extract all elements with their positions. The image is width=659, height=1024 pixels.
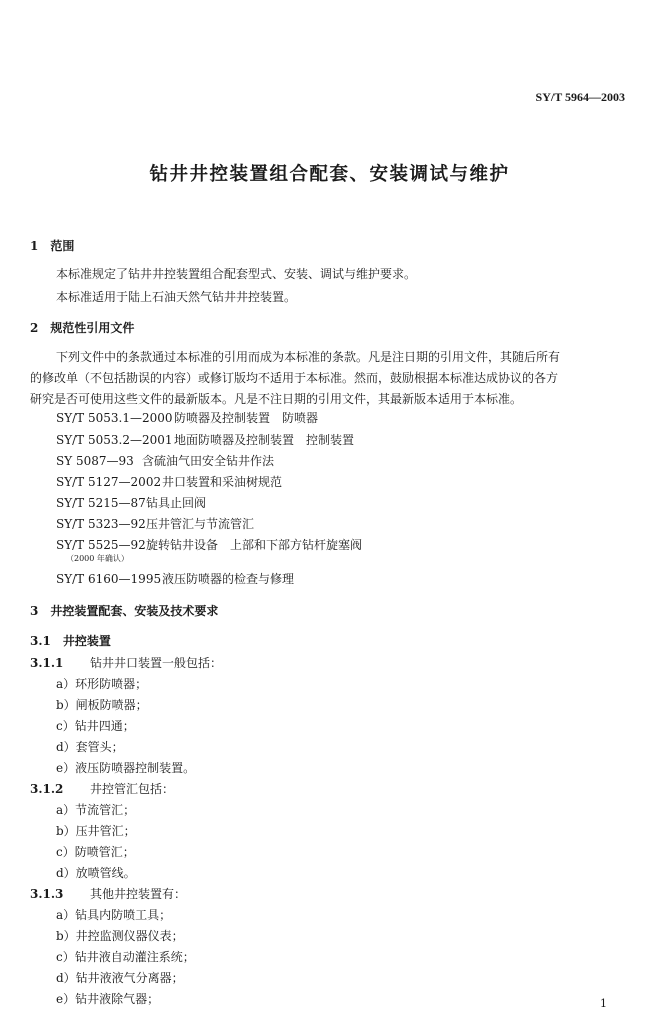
clause-3-1-1: [30, 654, 222, 671]
section-2-intro-line-2: 的修改单（不包括勘误的内容）或修订版均不适用于本标准。然而，鼓励根据本标准达成协议的各方: [30, 371, 559, 385]
section-1-paragraph-1: 本标准规定了钻井井控装置组合配套型式、安装、调试与维护要求。: [56, 267, 417, 281]
reference-item: [56, 494, 206, 511]
reference-title: 旋转钻井设备 上部和下部方钻杆旋塞阀: [146, 538, 363, 552]
list-item: e）液压防喷器控制装置。: [56, 761, 196, 775]
reference-title: 井口装置和采油树规范: [162, 475, 283, 489]
clause-label: 钻井井口装置一般包括：: [90, 656, 223, 670]
list-item: a）节流管汇；: [56, 803, 136, 817]
section-2-heading: 2 规范性引用文件: [30, 321, 135, 335]
list-item: c）钻井四通；: [56, 719, 135, 733]
reference-code: SY/T 5127—2002: [56, 475, 162, 489]
clause-3-1-3: [30, 885, 186, 902]
list-item: d）钻井液液气分离器；: [56, 971, 184, 985]
reference-item: [56, 431, 354, 448]
reference-code: SY/T 5053.2—2001: [56, 433, 173, 447]
reference-code: SY/T 5215—87: [56, 496, 146, 510]
reference-title: 防喷器及控制装置 防喷器: [174, 411, 319, 425]
clause-label: 其他井控装置有：: [90, 887, 187, 901]
section-2-intro-line-1: 下列文件中的条款通过本标准的引用而成为本标准的条款。凡是注日期的引用文件，其随后所有: [56, 350, 561, 364]
list-item: d）套管头；: [56, 740, 124, 754]
section-1-heading: 1 范围: [30, 239, 75, 253]
clause-number: 3.1.3: [30, 887, 64, 901]
section-3-heading: 3 井控装置配套、安装及技术要求: [30, 604, 219, 618]
reference-title: 压井管汇与节流管汇: [146, 517, 255, 531]
reference-code: SY/T 6160—1995: [56, 572, 162, 586]
section-2-intro-line-3: 研究是否可使用这些文件的最新版本。凡是不注日期的引用文件，其最新版本适用于本标准。: [30, 392, 523, 406]
reference-item: [56, 570, 294, 587]
list-item: d）放喷管线。: [56, 866, 136, 880]
document-title: 钻井井控装置组合配套、安装调试与维护: [149, 164, 510, 185]
clause-3-1-2: [30, 780, 174, 797]
list-item: b）闸板防喷器；: [56, 698, 148, 712]
list-item: c）防喷管汇；: [56, 845, 135, 859]
reference-code: SY/T 5053.1—2000: [56, 411, 173, 425]
reference-item: [56, 409, 318, 426]
list-item: e）钻井液除气器；: [56, 992, 160, 1006]
reference-item: [56, 452, 274, 469]
reference-code: SY 5087—93: [56, 454, 134, 468]
clause-number: 3.1.2: [30, 782, 64, 796]
list-item: b）井控监测仪器仪表；: [56, 929, 184, 943]
reference-title: 地面防喷器及控制装置 控制装置: [174, 433, 355, 447]
reference-item: [56, 473, 282, 490]
reference-title: 钻具止回阀: [146, 496, 207, 510]
page-number: 1: [600, 997, 607, 1010]
reference-code: SY/T 5323—92: [56, 517, 146, 531]
list-item: a）环形防喷器；: [56, 677, 148, 691]
reference-item: [56, 536, 362, 553]
reaffirm-note: （2000 年确认）: [66, 554, 129, 563]
section-3-1-heading: 3.1 井控装置: [30, 634, 111, 648]
reference-code: SY/T 5525—92: [56, 538, 146, 552]
standard-code: SY/T 5964—2003: [535, 90, 625, 104]
list-item: b）压井管汇；: [56, 824, 136, 838]
list-item: c）钻井液自动灌注系统；: [56, 950, 195, 964]
list-item: a）钻具内防喷工具；: [56, 908, 172, 922]
reference-title: 含硫油气田安全钻井作法: [142, 454, 275, 468]
reference-title: 液压防喷器的检查与修理: [162, 572, 295, 586]
clause-label: 井控管汇包括：: [90, 782, 175, 796]
section-1-paragraph-2: 本标准适用于陆上石油天然气钻井井控装置。: [56, 290, 297, 304]
reference-item: [56, 515, 254, 532]
clause-number: 3.1.1: [30, 656, 64, 670]
